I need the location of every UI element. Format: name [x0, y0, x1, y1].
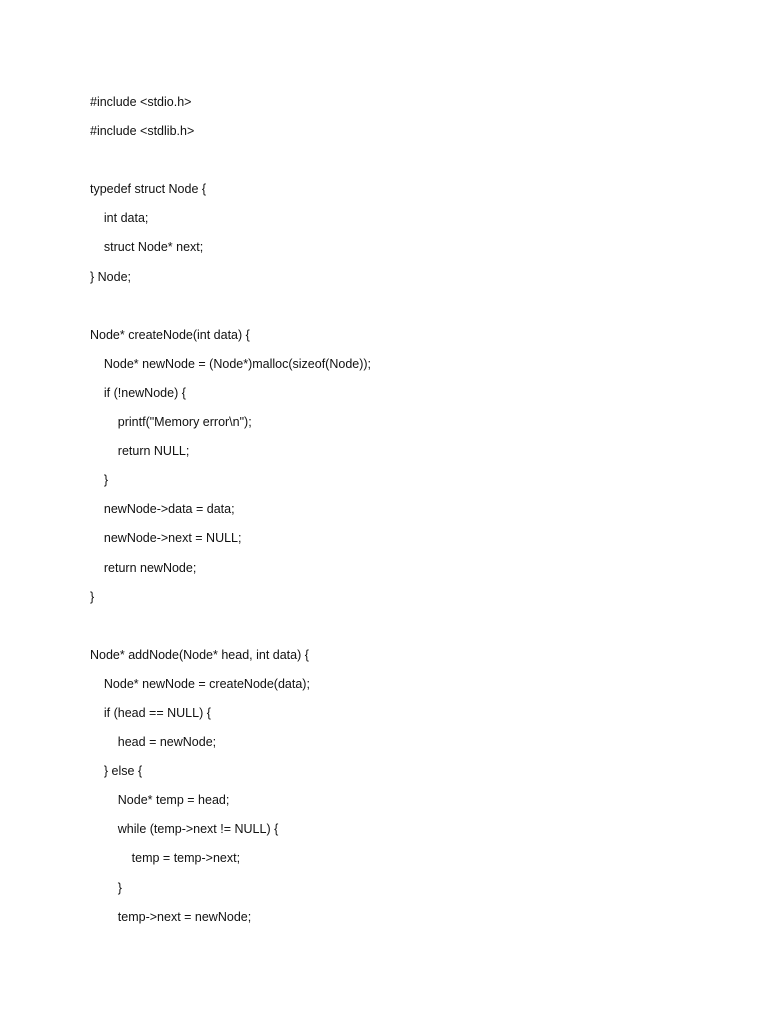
code-line: Node* newNode = createNode(data); — [90, 676, 310, 691]
code-line-blank — [90, 292, 371, 321]
code-line: #include <stdlib.h> — [90, 124, 195, 139]
code-line: Node* temp = head; — [90, 793, 230, 808]
code-line: return newNode; — [90, 560, 197, 575]
code-line: if (head == NULL) { — [90, 705, 211, 720]
code-line: #include <stdio.h> — [90, 95, 192, 109]
code-line: head = newNode; — [90, 735, 217, 750]
code-line: } Node; — [90, 269, 132, 284]
code-line: Node* createNode(int data) { — [90, 327, 250, 342]
code-line-blank — [90, 146, 371, 175]
code-line: Node* addNode(Node* head, int data) { — [90, 647, 309, 662]
code-line: return NULL; — [90, 444, 190, 459]
code-line: } — [90, 880, 122, 895]
code-line: struct Node* next; — [90, 240, 204, 255]
code-line: typedef struct Node { — [90, 182, 207, 197]
code-line: int data; — [90, 211, 149, 226]
code-line: newNode->data = data; — [90, 502, 235, 517]
code-line: temp->next = newNode; — [90, 909, 252, 924]
code-line: } — [90, 473, 109, 488]
code-block — [90, 88, 371, 932]
code-line: } else { — [90, 764, 143, 779]
code-line: } — [90, 589, 95, 604]
code-line: while (temp->next != NULL) { — [90, 822, 279, 837]
code-line: printf("Memory error\n"); — [90, 415, 252, 430]
code-line: Node* newNode = (Node*)malloc(sizeof(Node)); — [90, 356, 372, 371]
code-line: if (!newNode) { — [90, 385, 186, 400]
code-line: newNode->next = NULL; — [90, 531, 242, 546]
code-line-blank — [90, 612, 371, 641]
code-line: temp = temp->next; — [90, 851, 241, 866]
